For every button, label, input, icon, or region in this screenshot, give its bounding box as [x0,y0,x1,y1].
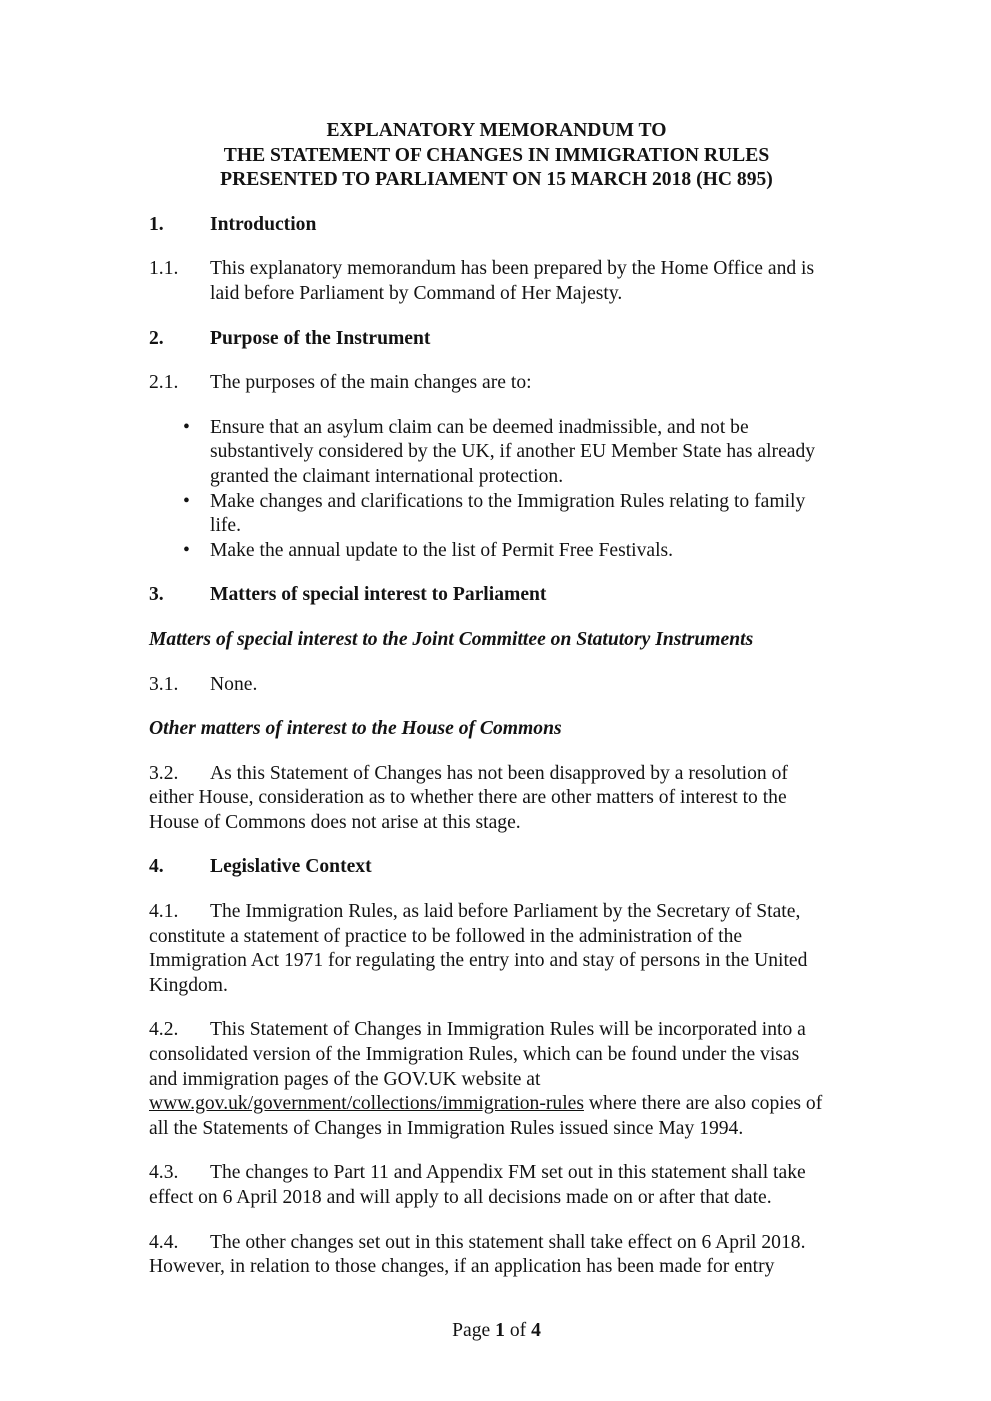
para-line: granted the claimant international protection. [210,465,564,487]
para-2-1 [149,371,844,396]
subsection-heading-commons: Other matters of interest to the House of Commons [149,718,562,740]
footer-page-number: 1 [495,1320,505,1341]
section-4-number: 4. [149,856,164,878]
section-1-title: Introduction [210,213,317,235]
footer-of-label: of [509,1320,527,1341]
bullet-item-2 [149,490,844,539]
para-line: and immigration pages of the GOV.UK website at [149,1068,541,1090]
para-line-text: where there are also copies of [583,1093,823,1115]
para-1-1 [149,257,844,306]
bullet-item-1 [149,416,844,490]
section-3-heading [149,583,844,608]
document-title-line-3: PRESENTED TO PARLIAMENT ON 15 MARCH 2018 (HC 895) [220,169,773,191]
para-line: The purposes of the main changes are to: [210,372,532,394]
para-4-3-number: 4.3. [149,1162,179,1184]
para-line: consolidated version of the Immigration Rules, which can be found under the visas [149,1044,800,1066]
para-line [149,1161,844,1186]
bullet-item-3 [149,539,844,564]
para-4-4-number: 4.4. [149,1231,179,1253]
para-line-text: This Statement of Changes in Immigration Rules will be incorporated into a [210,1019,806,1041]
para-4-2 [149,1018,844,1141]
para-line-text: The Immigration Rules, as laid before Parliament by the Secretary of State, [210,901,801,923]
para-line: laid before Parliament by Command of Her Majesty. [210,282,623,304]
section-2-title: Purpose of the Instrument [210,327,431,349]
para-line [149,1231,844,1256]
section-4-heading [149,855,844,880]
para-line [149,762,844,787]
para-line [149,1092,844,1117]
para-3-2-number: 3.2. [149,762,179,784]
bullet-icon: • [183,539,190,561]
document-title [149,119,844,193]
para-line: substantively considered by the UK, if another EU Member State has already [210,441,816,463]
para-2-1-number: 2.1. [149,372,179,394]
section-3-number: 3. [149,584,164,606]
section-1-number: 1. [149,213,164,235]
section-2-heading [149,327,844,352]
para-line: all the Statements of Changes in Immigration Rules issued since May 1994. [149,1117,744,1139]
para-line: Kingdom. [149,974,228,996]
para-line-text: The changes to Part 11 and Appendix FM set out in this statement shall take [210,1162,806,1184]
purpose-bullet-list [149,416,844,564]
para-line-text: The other changes set out in this statement shall take effect on 6 April 2018. [210,1231,806,1253]
page-footer [149,1319,844,1344]
para-line: either House, consideration as to whether there are other matters of interest to the [149,787,787,809]
footer-page-label: Page [452,1320,491,1341]
para-4-4 [149,1231,844,1280]
para-line: None. [210,673,258,695]
para-4-3 [149,1161,844,1210]
document-title-line-2: THE STATEMENT OF CHANGES IN IMMIGRATION RULES [223,144,770,166]
para-4-1 [149,900,844,998]
para-3-2 [149,762,844,836]
para-4-1-number: 4.1. [149,901,179,923]
para-line: Ensure that an asylum claim can be deemed inadmissible, and not be [210,416,749,438]
bullet-icon: • [183,490,190,512]
para-line: effect on 6 April 2018 and will apply to all decisions made on or after that date. [149,1187,772,1208]
para-line: Make changes and clarifications to the Immigration Rules relating to family [210,490,806,512]
para-line [149,1018,844,1043]
bullet-icon: • [183,416,190,438]
para-line: constitute a statement of practice to be followed in the administration of the [149,925,743,947]
para-3-1-number: 3.1. [149,673,179,695]
para-line: life. [210,515,242,537]
footer-total-pages: 4 [531,1320,541,1341]
section-3-title: Matters of special interest to Parliament [210,584,547,606]
bullet-item-1-text [210,416,815,490]
bullet-item-3-text [210,539,673,564]
para-line-text: As this Statement of Changes has not been disapproved by a resolution of [210,762,788,784]
para-line: This explanatory memorandum has been prepared by the Home Office and is [210,258,815,280]
para-3-1-text [210,673,257,698]
para-4-2-number: 4.2. [149,1019,179,1041]
para-line: Make the annual update to the list of Permit Free Festivals. [210,539,674,561]
immigration-rules-link[interactable]: www.gov.uk/government/collections/immigration-rules [149,1093,584,1115]
document-content [149,119,844,1300]
para-line: However, in relation to those changes, if an application has been made for entry [149,1256,775,1278]
subsection-heading-jcsi: Matters of special interest to the Joint Committee on Statutory Instruments [149,628,754,650]
section-2-number: 2. [149,327,164,349]
para-line: Immigration Act 1971 for regulating the entry into and stay of persons in the United [149,950,808,972]
section-4-title: Legislative Context [210,856,372,878]
para-1-1-text [210,257,814,306]
section-1-heading [149,213,844,238]
para-1-1-number: 1.1. [149,258,179,280]
bullet-item-2-text [210,490,805,539]
document-title-line-1: EXPLANATORY MEMORANDUM TO [326,120,667,141]
para-line [149,900,844,925]
para-2-1-text [210,371,532,396]
para-line: House of Commons does not arise at this stage. [149,811,521,833]
para-3-1 [149,673,844,698]
